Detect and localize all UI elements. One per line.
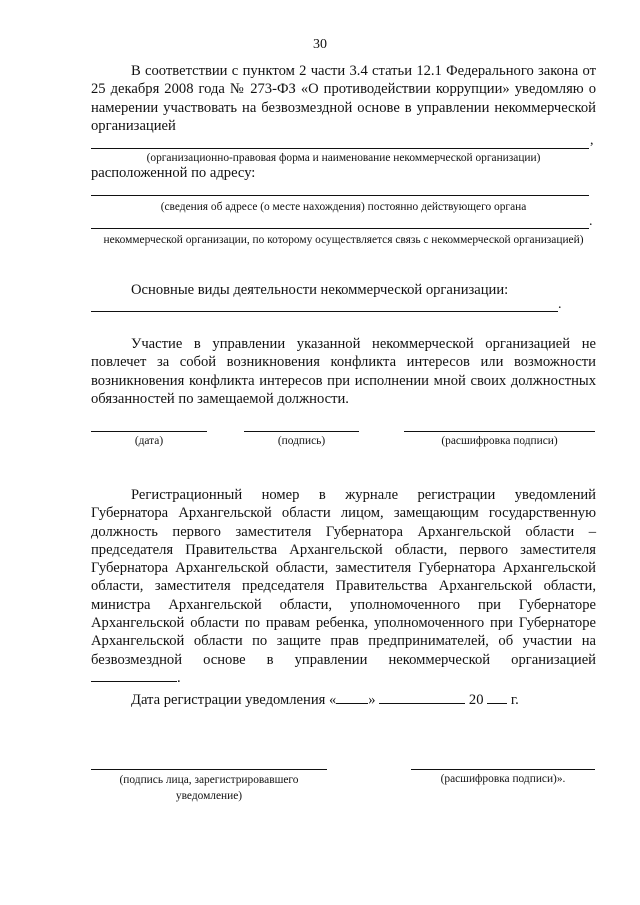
address-line-1: [91, 195, 589, 196]
registration-date-label: Дата регистрации уведомления «: [131, 692, 337, 708]
activities-period: .: [558, 297, 562, 312]
org-name-line: [91, 148, 589, 149]
year-prefix: 20: [468, 692, 484, 708]
registration-period: .: [177, 669, 181, 686]
registrar-signature-line: [91, 769, 327, 770]
registration-date-row: [91, 691, 596, 709]
caption-org-name: (организационно-правовая форма и наименование некоммерческой организации): [146, 152, 541, 164]
decryption-line: [404, 431, 595, 432]
caption-registrar: (подпись лица, зарегистрировавшего уведомление): [119, 774, 299, 802]
registrar-decryption-line: [411, 769, 595, 770]
caption-signature: (подпись): [277, 435, 326, 447]
conflict-paragraph: Участие в управлении указанной некоммерческой организацией не повлечет за собой возникновения конфликта интересов или возможности возникновения конфликта интересов при исполнении мной своих должностных обязанностей по замещаемой должности.: [91, 336, 596, 407]
intro-paragraph: В соответствии с пунктом 2 части 3.4 статьи 12.1 Федерального закона от 25 декабря 2008 года № 273-ФЗ «О противодействии коррупции» уведомляю о намерении участвовать на безвозмездной основе в управлении некоммерческой организацией: [91, 63, 596, 134]
year-suffix: г.: [510, 692, 519, 708]
caption-address-1: (сведения об адресе (о месте нахождения) постоянно действующего органа: [160, 201, 527, 213]
activities-line: [91, 311, 558, 312]
page-number: 30: [313, 37, 327, 52]
year-line: [487, 691, 507, 704]
signature-line: [244, 431, 359, 432]
caption-decryption: (расшифровка подписи): [441, 435, 558, 447]
date-line: [91, 431, 207, 432]
activities-label: Основные виды деятельности некоммерческой организации:: [131, 282, 509, 298]
org-name-comma: ,: [590, 133, 594, 148]
address-period: .: [589, 214, 593, 229]
registration-paragraph: [91, 486, 596, 687]
caption-address-2: некоммерческой организации, по которому осуществляется связь с некоммерческой организацией): [103, 234, 584, 246]
caption-date: (дата): [134, 435, 164, 447]
registration-number-line: [91, 669, 177, 682]
located-at-label: расположенной по адресу:: [91, 165, 256, 181]
month-line: [379, 691, 465, 704]
caption-decryption-end: (расшифровка подписи)».: [440, 773, 566, 785]
registration-date-close-quote: »: [368, 692, 376, 708]
registration-text: Регистрационный номер в журнале регистрации уведомлений Губернатора Архангельской области лицом, замещающим государственную должность первого заместителя Губернатора Архангельской области – председателя Правительства Архангельской области, первого заместителя Губернатора Архангельской области, заместителя Губернатора Архангельской области, заместителя председателя Правительства Архангельской области, министра Архангельской области, уполномоченного при Губернаторе Архангельской области по правам ребенка, уполномоченного при Губернаторе Архангельской области по защите прав предпринимателей, об участии на безвозмездной основе в управлении некоммерческой организацией: [91, 487, 596, 668]
day-line: [336, 691, 368, 704]
address-line-2: [91, 228, 589, 229]
